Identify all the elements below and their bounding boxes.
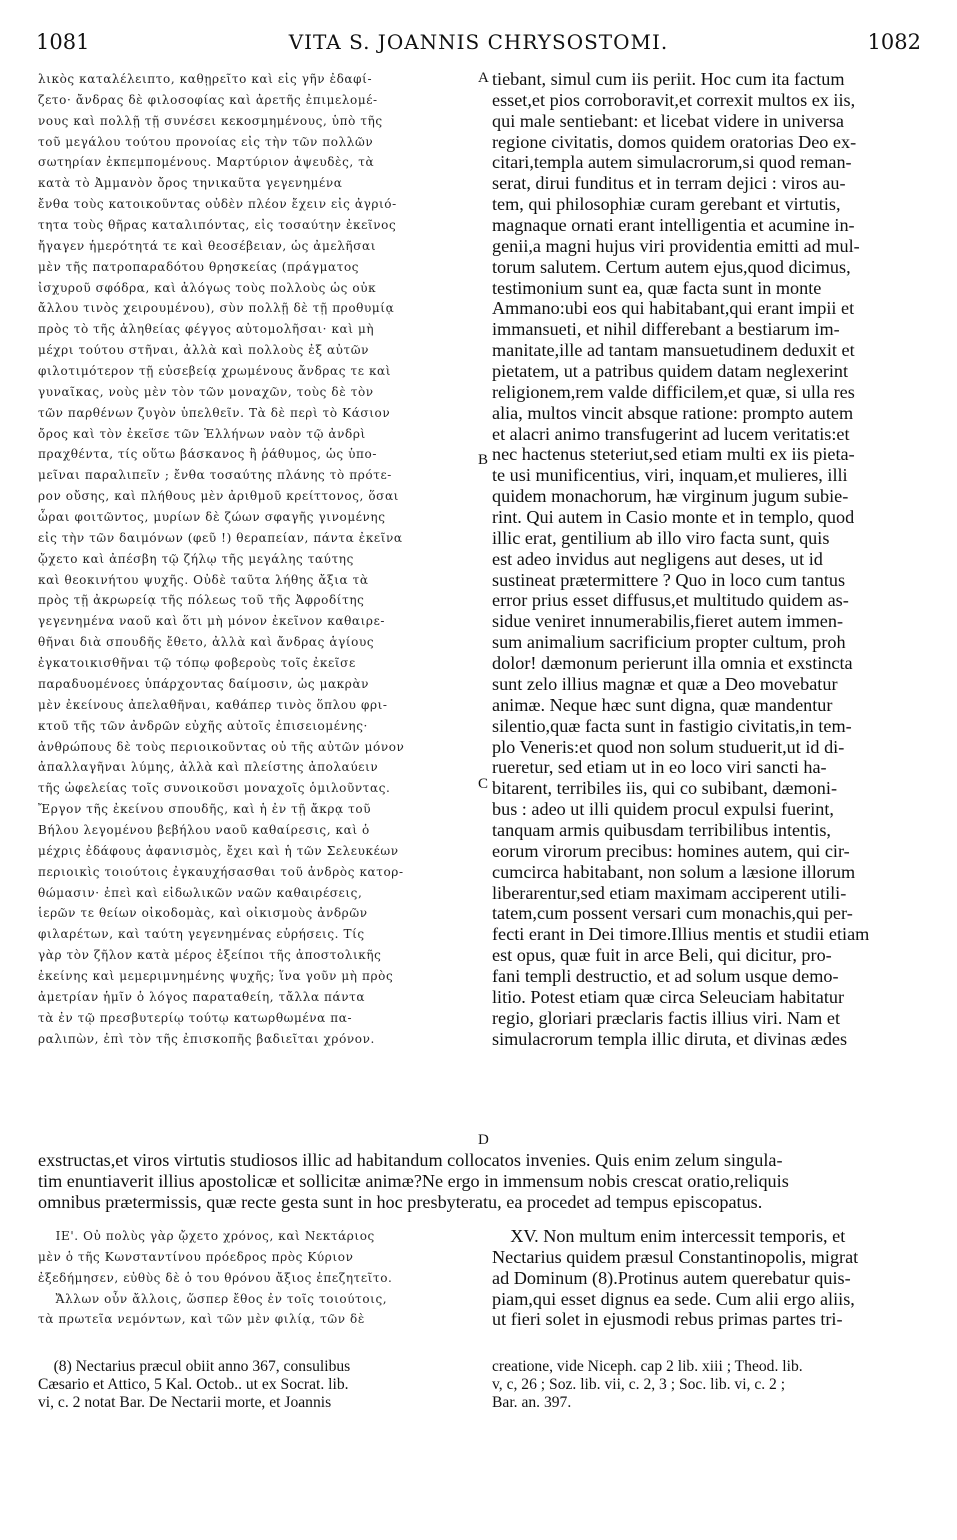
greek-text-line: ᾤχετο καὶ ἀπέσβη τῷ ζήλῳ τῆς μεγάλης ταύτης xyxy=(38,551,354,566)
greek-text-line: Βήλου λεγομένου βεβήλου ναοῦ καθαίρεσις, καὶ ὁ xyxy=(38,822,370,837)
latin-text-line: Nectarius quidem præsul Constantinopolis, migrat xyxy=(492,1246,859,1267)
latin-text-line: tim enuntiaverit illius apostolicæ et sollicitæ animæ?Ne ergo in immensum nobis crescat oratio,reliquis xyxy=(38,1170,789,1191)
footnote-left xyxy=(38,1358,486,1412)
latin-full-width xyxy=(38,1150,924,1213)
latin-text-line: sum animalium sacrificium propter cultum, proh xyxy=(492,632,846,653)
greek-text-line: ΙΕ'. Οὐ πολὺς γὰρ ᾤχετο χρόνος, καὶ Νεκτάριος xyxy=(38,1229,375,1243)
greek-text-line: κατὰ τὸ Ἀμμανὸν ὄρος τηνικαῦτα γεγενημένα xyxy=(38,176,343,191)
footnote-line: Bar. an. 397. xyxy=(492,1394,572,1411)
margin-letter-b: B xyxy=(478,452,489,468)
latin-text-line: esset,et pios corroboravit,et correxit multos ex iis, xyxy=(492,89,856,110)
latin-text-line: torum salutem. Certum autem ejus,quod dicimus, xyxy=(492,256,851,277)
greek-text-line: μέχρις ἐδάφους ἀφανισμὸς, ἔχει καὶ ἡ τῶν Σελευκέων xyxy=(38,843,399,858)
greek-text-line: εἰς τὴν τῶν δαιμόνων (φεῦ !) θεραπείαν, πάντα ἐκεῖνα xyxy=(38,530,403,545)
greek-text-line: τῶν παρθένων ζυγὸν ὑπελθεῖν. Τὰ δὲ περὶ τὸ Κάσιον xyxy=(38,405,391,420)
greek-text-line: λικὸς καταλέλειπτο, καθῃρεῖτο καὶ εἰς γῆν ἐδαφί- xyxy=(38,72,373,86)
latin-text-line: sustineat prætermittere ? Quo in loco cum tantus xyxy=(492,569,846,590)
greek-text-line: τὰ ἐν τῷ πρεσβυτερίῳ τούτῳ κατωρθωμένα πα- xyxy=(38,1010,353,1025)
greek-text-line: γεγενημένα ναοῦ καὶ ὅτι μὴ μόνον ἐκεῖνον καθαιρε- xyxy=(38,614,386,629)
latin-text-line: omnibus prætermissis, quæ recte gesta sunt in hoc presbyteratu, ea procedet ad tempus episcopatus. xyxy=(38,1191,763,1212)
footnote-line: Cæsario et Attico, 5 Kal. Octob.. ut ex Socrat. lib. xyxy=(38,1376,349,1393)
page-number-left: 1081 xyxy=(36,30,90,54)
latin-text-line: est opus, quæ fuit in arce Beli, qui dicitur, pro- xyxy=(492,945,832,966)
latin-text-line: te usi munificentius, viri, inquam,et mulieres, illi xyxy=(492,465,848,486)
latin-text-line: Ammano:ubi eos qui habitabant,qui erant impii et xyxy=(492,298,855,319)
latin-text-line: citari,templa autem simulacrorum,si quod reman- xyxy=(492,152,852,173)
greek-text-line: περιοικὶς τοιούτοις ἐγκαυχήσασθαι τοῦ ἀνδρὸς κατορ- xyxy=(38,864,404,879)
greek-text-line: ἰσχυροῦ σφόδρα, καὶ ἀλόγως τοὺς πολλοὺς ὡς οὐκ xyxy=(38,280,377,295)
margin-letter-d: D xyxy=(478,1132,489,1148)
greek-text-line: ραλιπὼν, ἐπὶ τὸν τῆς ἐπισκοπῆς βαδιεῖται χρόνον. xyxy=(38,1031,375,1046)
greek-text-line: φιλαρέτων, καὶ ταύτη γεγενημένας εὑρήσεις. Τίς xyxy=(38,927,365,942)
greek-text-line: ἐκείνης καὶ μεμεριμνημένης ψυχῆς; ἵνα γοῦν μὴ πρὸς xyxy=(38,968,394,983)
latin-text-line: religionem,rem valde difficilem,et quæ, si ulla res xyxy=(492,381,855,402)
greek-text-line: ζετο· ἄνδρας δὲ φιλοσοφίας καὶ ἀρετῆς ἐπιμελομέ- xyxy=(38,92,378,107)
greek-text-line: μέχρι τούτου στῆναι, ἀλλὰ καὶ πολλοὺς ἐξ αὐτῶν xyxy=(38,343,370,358)
greek-text-line: Ἔργον τῆς ἐκείνου σπουδῆς, καὶ ἡ ἐν τῇ ἄκρᾳ τοῦ xyxy=(38,802,372,817)
footnote-line: creatione, vide Niceph. cap 2 lib. xiii ; Theod. lib. xyxy=(492,1358,803,1375)
latin-column-lower xyxy=(492,1226,922,1330)
greek-text-line: ἱερῶν τε θείων οἰκοδομὰς, καὶ οἰκισμοὺς ἀνδρῶν xyxy=(38,906,368,921)
footnote-right xyxy=(492,1358,922,1412)
greek-text-line: πρὸς τῇ ἀκρωρείᾳ τῆς πόλεως τοῦ τῆς Ἀφροδίτης xyxy=(38,593,365,608)
latin-text-line: testimonium sunt ea, quæ facta sunt in monte xyxy=(492,277,822,298)
greek-column-lower xyxy=(38,1226,486,1330)
greek-text-line: μὲν τῆς πατροπαραδότου θρησκείας (πράγματος xyxy=(38,259,360,274)
greek-text-line: ἤγαγεν ἡμερότητά τε καὶ θεοσέβειαν, ὡς ἀμελῆσαι xyxy=(38,238,377,253)
greek-text-line: παραδυομένοες ὑπάρχοντας δαίμοσιν, ὡς μακρὰν xyxy=(38,676,370,691)
greek-text-line: πρὸς τὸ τῆς ἀληθείας φέγγος αὐτομολῆσαι· καὶ μὴ xyxy=(38,322,375,337)
latin-text-line: nec hactenus steteriut,sed etiam multi ex iis pieta- xyxy=(492,444,855,465)
margin-letter-c: C xyxy=(478,776,489,792)
latin-text-line: tanquam armis quibusdam terribilibus intentis, xyxy=(492,819,831,840)
latin-text-line: tatem,cum possent versari cum monachis,qui per- xyxy=(492,903,853,924)
latin-text-line: ad Dominum (8).Protinus autem querebatur quis- xyxy=(492,1267,851,1288)
greek-text-line: σωτηρίαν ἐκπεμπομένους. Μαρτύριον ἀψευδὲς, τὰ xyxy=(38,155,375,170)
latin-text-line: fecti erant in Dei timore.Illius mentis et studii etiam xyxy=(492,924,870,945)
latin-text-line: bitarent, terribiles iis, qui co subibant, dæmoni- xyxy=(492,778,838,799)
latin-text-line: magnaque ornati erant intelligentia et acumine in- xyxy=(492,215,855,236)
latin-text-line: bus : adeo ut illi quidem procul expulsi fuerint, xyxy=(492,799,834,820)
greek-text-line: τοῦ μεγάλου τούτου προνοίας εἰς τὴν τῶν πολλῶν xyxy=(38,134,374,149)
greek-text-line: ἐγκατοικισθῆναι τῷ τόπῳ φοβεροὺς τοῖς ἐκεῖσε xyxy=(38,656,356,671)
latin-text-line: manitate,ille ad tantam mansuetudinem deduxit et xyxy=(492,340,855,361)
greek-text-line: τῆς ὠφελείας τοῖς συνοικοῦσι μοναχοῖς ὁμιλοῦντας. xyxy=(38,781,391,796)
greek-text-line: ἐξεδήμησεν, εὐθὺς δὲ ὁ του θρόνου ἄξιος ἐπεζητεῖτο. xyxy=(38,1270,393,1285)
greek-text-line: γὰρ τὸν ζῆλον κατὰ μέρος ἐξείποι τῆς ἀποστολικῆς xyxy=(38,948,382,963)
latin-text-line: rueretur, sed etiam ut in eo loco viri sancti ha- xyxy=(492,757,827,778)
greek-text-line: ρον οὔσης, καὶ πλήθους μὲν ἀριθμοῦ κρείττονος, ὅσαι xyxy=(38,489,399,504)
latin-text-line: dolor! dæmonum perierunt illa omnia et exstincta xyxy=(492,653,853,674)
latin-text-line: et alacri animo transfugerint ad lucem veritatis:et xyxy=(492,423,850,444)
greek-text-line: ἀμετρίαν ἡμῖν ὁ λόγος παραταθείη, τἄλλα πάντα xyxy=(38,989,366,1004)
latin-text-line: fani templi destructio, et ad solum usque demo- xyxy=(492,965,839,986)
greek-text-line: τητα τοὺς θῆρας καταλιπόντας, εἰς τοσαύτην ἐκεῖνος xyxy=(38,218,397,233)
footnote-line: (8) Nectarius præcul obiit anno 367, consulibus xyxy=(38,1358,351,1375)
latin-column-upper xyxy=(492,69,922,1049)
latin-text-line: litio. Potest etiam quæ circa Seleuciam habitatur xyxy=(492,986,845,1007)
latin-text-line: cumcirca habitabant, non solum a læsione illorum xyxy=(492,861,856,882)
greek-text-line: μὲν ἐκείνους ἀπελαθῆναι, καθάπερ τινὸς ὅπλου φρι- xyxy=(38,697,388,712)
latin-text-line: ut fieri solet in ejusmodi rebus primas partes tri- xyxy=(492,1309,843,1330)
latin-text-line: regio, gloriari præclaris factis illius viri. Nam et xyxy=(492,1007,840,1028)
page-number-right: 1082 xyxy=(867,30,921,54)
latin-text-line: immansueti, et nihil differebant a bestiarum im- xyxy=(492,319,840,340)
greek-text-line: νους καὶ πολλῇ τῇ συνέσει κεκοσμημένους, ὑπὸ τῆς xyxy=(38,113,383,128)
greek-text-line: κτοῦ τῆς τῶν ἀνδρῶν εὐχῆς αὐτοῖς ἐπισειομένης· xyxy=(38,718,368,733)
latin-text-line: piam,qui esset dignus ea sede. Cum alii ergo aliis, xyxy=(492,1288,855,1309)
latin-text-line: plo Veneris:et quod non solum studuerit,ut id di- xyxy=(492,736,845,757)
latin-text-line: error prius esset diffusus,et multitudo quidem as- xyxy=(492,590,849,611)
greek-text-line: γυναῖκας, νοὺς μὲν τὸν τῶν μοναχῶν, τοὺς δὲ τὸν xyxy=(38,384,374,399)
latin-text-line: sidue veniret innumerabilis,fieret autem immen- xyxy=(492,611,844,632)
running-header xyxy=(36,30,921,60)
latin-text-line: pietatem, ut a patribus quidem datam neglexerint xyxy=(492,361,849,382)
latin-text-line: XV. Non multum enim intercessit temporis, et xyxy=(492,1226,846,1246)
greek-text-line: Ἄλλων οὖν ἄλλοις, ὥσπερ ἔθος ἐν τοῖς τοιούτοις, xyxy=(38,1291,388,1306)
latin-text-line: genii,a magni hujus viri providentia emitti ad mul- xyxy=(492,235,860,256)
running-title: VITA S. JOANNIS CHRYSOSTOMI. xyxy=(288,30,669,54)
latin-text-line: simulacrorum templa illic diruta, et divinas ædes xyxy=(492,1028,848,1049)
greek-text-line: καὶ θεοκινήτου ψυχῆς. Οὐδὲ ταῦτα λήθης ἄξια τὰ xyxy=(38,572,369,587)
greek-text-line: θῆναι διὰ σπουδῆς ἔθετο, ἀλλὰ καὶ ἄνδρας ἁγίους xyxy=(38,635,375,650)
greek-text-line: θώμασιν· ἐπεὶ καὶ εἰδωλικῶν ναῶν καθαιρέσεις, xyxy=(38,885,363,900)
latin-text-line: tem, qui philosophiæ curam gerebant et virtutis, xyxy=(492,194,841,215)
latin-text-line: qui male sentiebant: et licebat videre in universa xyxy=(492,110,845,131)
latin-text-line: animæ. Neque hæc sunt digna, quæ mandentur xyxy=(492,694,833,715)
footnote-line: vi, c. 2 notat Bar. De Nectarii morte, et Joannis xyxy=(38,1394,332,1411)
greek-text-line: μὲν ὁ τῆς Κωνσταντίνου πρόεδρος πρὸς Κύριον xyxy=(38,1249,354,1264)
greek-text-line: ἄλλου τινὸς χειρουμένου), σὺν πολλῇ δὲ τῇ προθυμίᾳ xyxy=(38,301,395,316)
latin-text-line: regione civitatis, domos quidem oratorias Deo ex- xyxy=(492,131,857,152)
greek-text-line: ὄρος καὶ τὸν ἐκεῖσε τῶν Ἑλλήνων ναὸν τῷ ἀνδρὶ xyxy=(38,426,366,441)
greek-text-line: φιλοτιμότερον τῇ εὐσεβείᾳ χρωμένους ἄνδρας τε καὶ xyxy=(38,364,392,379)
margin-letter-a: A xyxy=(478,70,489,86)
greek-text-line: πραχθέντα, τίς οὕτω βάσκανος ἢ ῥάθυμος, ὡς ὑπο- xyxy=(38,447,377,462)
greek-text-line: ἀπαλλαγῆναι λύμης, ἀλλὰ καὶ πλείστης ἀπολαύειν xyxy=(38,760,379,775)
latin-text-line: illic erat, gentilium ab illo viro facta sunt, quis xyxy=(492,527,830,548)
latin-text-line: liberarentur,sed etiam maximam acciperent utili- xyxy=(492,882,847,903)
greek-text-line: τὰ πρωτεῖα νεμόντων, καὶ τῶν μὲν φιλίᾳ, τῶν δὲ xyxy=(38,1312,365,1327)
greek-text-line: ὧραι φοιτῶντος, μυρίων δὲ ζώων σφαγῆς γινομένης xyxy=(38,510,386,525)
greek-text-line: ἔνθα τοὺς κατοικοῦντας οὐδὲν πλέον ἔχειν εἰς ἀγριό- xyxy=(38,197,397,212)
latin-text-line: tiebant, simul cum iis periit. Hoc cum ita factum xyxy=(492,69,845,89)
latin-text-line: silentio,quæ facta sunt in fastigio civitatis,in tem- xyxy=(492,715,852,736)
footnote-line: v, c, 26 ; Soz. lib. vii, c. 2, 3 ; Soc. lib. vi, c. 2 ; xyxy=(492,1376,786,1393)
latin-text-line: serat, dirui funditus et in terram dejici : viros au- xyxy=(492,173,846,194)
latin-text-line: est adeo invidus aut negligens aut deses, ut id xyxy=(492,548,823,569)
greek-text-line: ἀνθρώπους δὲ τοὺς περιοικοῦντας οὐ τῆς αὐτῶν μόνον xyxy=(38,739,405,754)
greek-column-upper xyxy=(38,69,489,1049)
greek-text-line: μεῖναι παραλιπεῖν ; ἔνθα τοσαύτης πλάνης τὸ πρότε- xyxy=(38,468,392,483)
latin-text-line: alia, multos vincit absque ratione: prompto autem xyxy=(492,402,854,423)
latin-text-line: rint. Qui autem in Casio monte et in templo, quod xyxy=(492,507,855,528)
latin-text-line: sunt zelo illius magnæ et quæ a Deo movebatur xyxy=(492,673,838,694)
latin-text-line: quidem monachorum, hæ virginum jugum subie- xyxy=(492,486,849,507)
latin-text-line: exstructas,et viros virtutis studiosos illic ad habitandum collocatos invenies. Quis enim zelum singula- xyxy=(38,1150,783,1170)
latin-text-line: eorum virorum precibus: homines autem, qui cir- xyxy=(492,840,850,861)
